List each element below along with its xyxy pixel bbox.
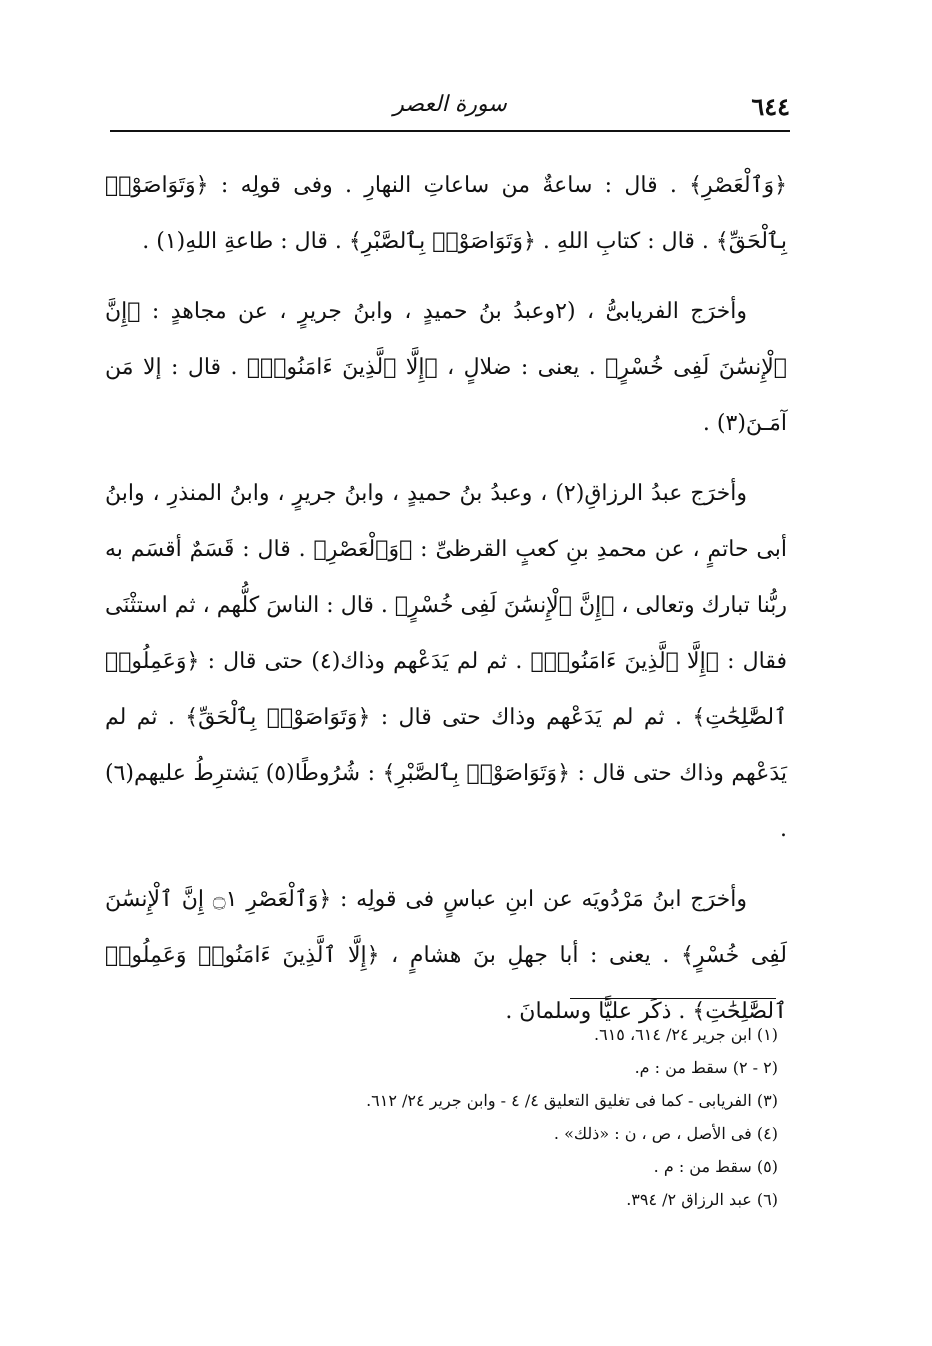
paragraph: ﴿وَٱلْعَصْرِ﴾ . قال : ساعةٌ من ساعاتِ النهارِ . وفى قولِه : ﴿وَتَوَاصَوْا۟ بِٱلْحَقِّ﴾ . قال : كتابِ اللهِ . ﴿وَتَوَاصَوْا۟ بِٱلصَّبْرِ﴾ . قال : طاعةِ اللهِ(١) . — [105, 173, 787, 254]
paragraph: وأخرَج عبدُ الرزاقِ(٢) ، وعبدُ بنُ حميدٍ ، وابنُ جريرٍ ، وابنُ المنذرِ ، وابنُ أبى حاتمٍ ، عن محمدِ بنِ كعبٍ القرظىِّ : ﴿وَٱلْعَصْرِ﴾ . قال : قَسَمٌ أقسَم به ربُّنا تبارك وتعالى ، ﴿إِنَّ ٱلْإِنسَٰنَ لَفِى خُسْرٍ﴾ . قال : الناسَ كلُّهم ، ثم استثْنَى فقال : ﴿إِلَّا ٱلَّذِينَ ءَامَنُوا۟﴾ . ثم لم يَدَعْهم وذاك(٤) حتى قال : ﴿وَعَمِلُوا۟ ٱلصَّٰلِحَٰتِ﴾ . ثم لم يَدَعْهم وذاك حتى قال : ﴿وَتَوَاصَوْا۟ بِٱلْحَقِّ﴾ . ثم لم يَدَعْهم وذاك حتى قال : ﴿وَتَوَاصَوْا۟ بِٱلصَّبْرِ﴾ : شُرُوطًا(٥) يَشترِطُ عليهم(٦) . — [105, 481, 787, 842]
footnote: (٥) سقط من : م . — [653, 1157, 778, 1176]
footnote: (٢ - ٢) سقط من : م. — [634, 1058, 778, 1077]
header-divider — [110, 130, 790, 132]
footnotes — [250, 1018, 778, 1216]
page-number: ٦٤٤ — [751, 92, 790, 121]
running-title: سورة العصر — [393, 92, 507, 117]
footnote: (١) ابن جرير ٢٤/ ٦١٤، ٦١٥. — [594, 1025, 778, 1044]
footnote-divider — [570, 998, 776, 999]
paragraph: وأخرَج ابنُ مَرْدُويَه عن ابنِ عباسٍ فى قولِه : ﴿وَٱلْعَصْرِ ۝١ إِنَّ ٱلْإِنسَٰنَ لَفِى خُسْرٍ﴾ . يعنى : أبا جهلِ بنَ هشامٍ ، ﴿إِلَّا ٱلَّذِينَ ءَامَنُوا۟ وَعَمِلُوا۟ ٱلصَّٰلِحَٰتِ﴾ . ذكَر عليًّا وسلمانَ . — [105, 887, 787, 1024]
footnote: (٦) عبد الرزاق ٢/ ٣٩٤. — [626, 1190, 778, 1209]
paragraph: وأخرَج الفريابىُّ ، (٢وعبدُ بنُ حميدٍ ، وابنُ جريرٍ ، عن مجاهدٍ : ﴿إِنَّ ٱلْإِنسَٰنَ لَفِى خُسْرٍ﴾ . يعنى : ضلالٍ ، ﴿إِلَّا ٱلَّذِينَ ءَامَنُوا۟﴾ . قال : إلا مَن آمَـنَ(٣) . — [105, 299, 787, 436]
page-header — [110, 88, 790, 128]
footnote: (٣) الفريابى - كما فى تغليق التعليق ٤/ ٤ - وابن جرير ٢٤/ ٦١٢. — [366, 1091, 778, 1110]
main-text — [105, 158, 787, 1054]
footnote: (٤) فى الأصل ، ص ، ن : «ذلك» . — [553, 1124, 778, 1143]
